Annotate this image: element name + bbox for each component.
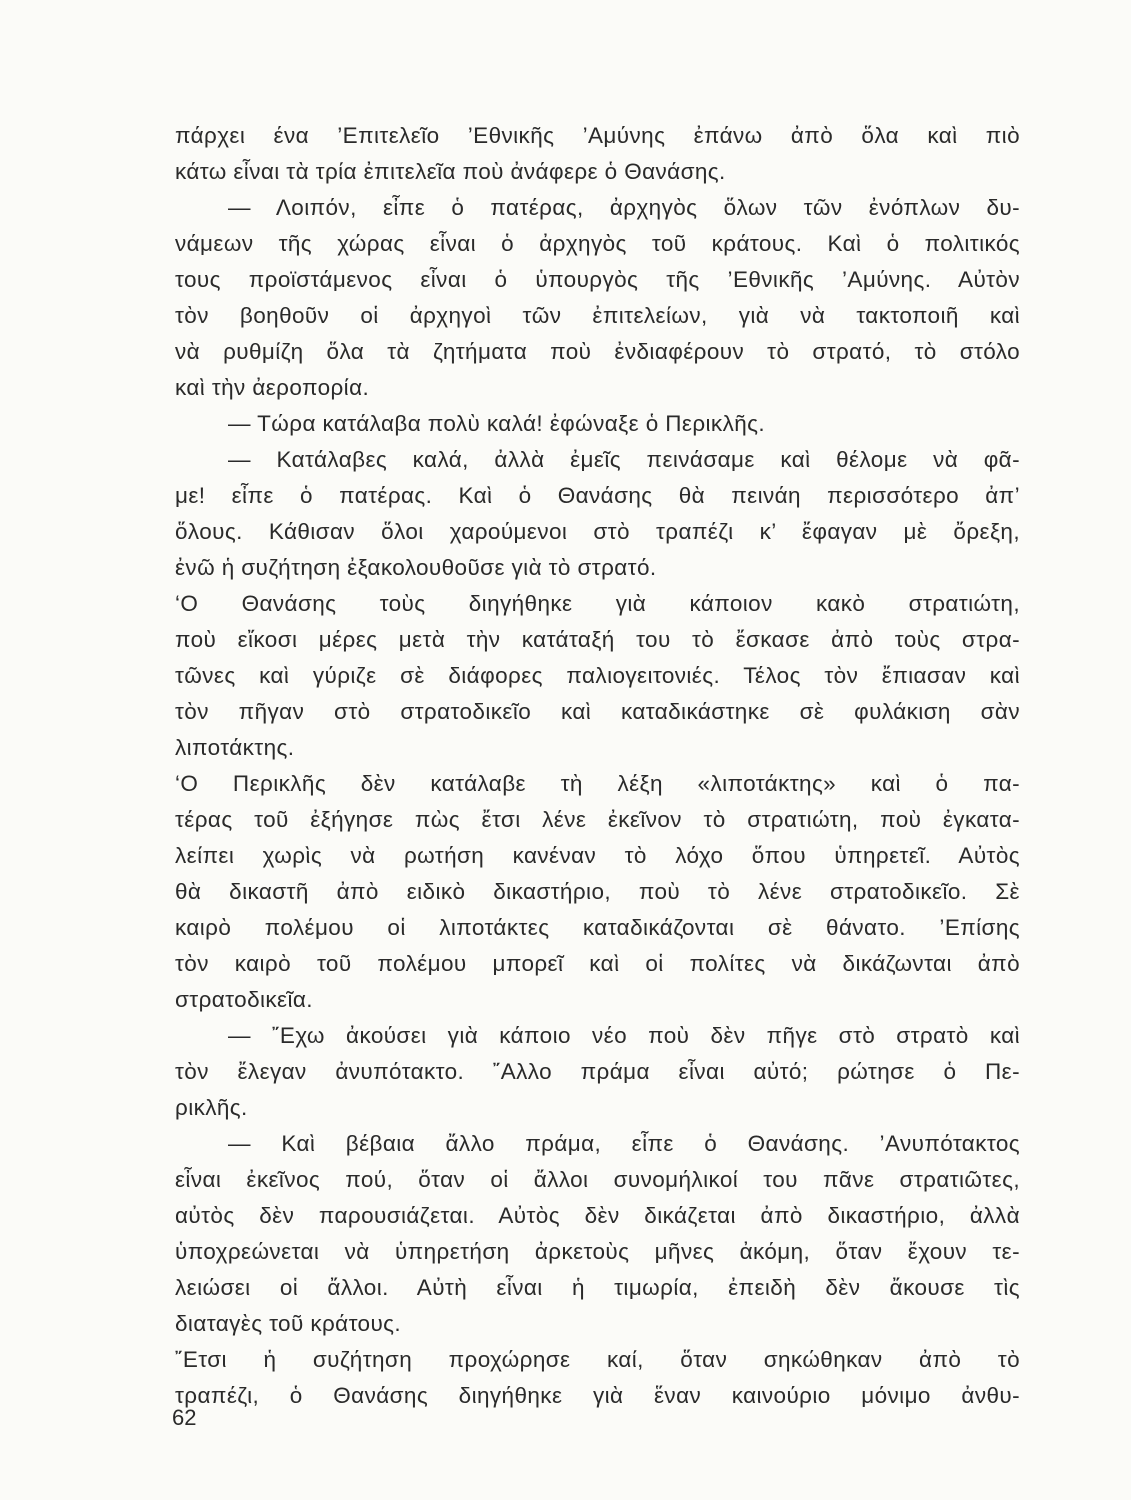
text-line: θὰ δικαστῆ ἀπὸ ειδικὸ δικαστήριο, ποὺ τὸ λένε στρατοδικεῖο. Σὲ: [175, 879, 1020, 904]
text-line: ρικλῆς.: [175, 1095, 248, 1120]
text-line: νὰ ρυθμίζη ὅλα τὰ ζητήματα ποὺ ἐνδιαφέρουν τὸ στρατό, τὸ στόλο: [175, 339, 1020, 364]
page-number: 62: [172, 1405, 197, 1430]
text-line: τὸν καιρὸ τοῦ πολέμου μπορεῖ καὶ οἱ πολίτες νὰ δικάζωνται ἀπὸ: [175, 951, 1020, 976]
text-line: λιποτάκτης.: [175, 735, 295, 760]
text-line: εἶναι ἐκεῖνος πού, ὅταν οἱ ἄλλοι συνομήλικοί του πᾶνε στρατιῶτες,: [175, 1167, 1020, 1192]
text-line: τὸν βοηθοῦν οἱ ἀρχηγοὶ τῶν ἐπιτελείων, γιὰ νὰ τακτοποιῆ καὶ: [175, 303, 1020, 328]
text-line: καιρὸ πολέμου οἱ λιποτάκτες καταδικάζονται σὲ θάνατο. ’Επίσης: [175, 915, 1020, 940]
text-line: τὸν ἔλεγαν ἀνυπότακτο. ῎Αλλο πράμα εἶναι αὐτό; ρώτησε ὁ Πε-: [175, 1059, 1020, 1084]
text-line: στρατοδικεῖα.: [175, 987, 313, 1012]
text-line: λείπει χωρὶς νὰ ρωτήση κανέναν τὸ λόχο ὅπου ὑπηρετεῖ. Αὐτὸς: [175, 843, 1020, 868]
text-line: ῎Ετσι ἡ συζήτηση προχώρησε καί, ὅταν σηκώθηκαν ἀπὸ τὸ: [175, 1347, 1020, 1372]
text-line: τους προϊστάμενος εἶναι ὁ ὑπουργὸς τῆς ’Εθνικῆς ’Αμύνης. Αὐτὸν: [175, 267, 1020, 292]
text-line: τραπέζι, ὁ Θανάσης διηγήθηκε γιὰ ἕναν καινούριο μόνιμο ἀνθυ-: [175, 1383, 1020, 1408]
text-line: ὑποχρεώνεται νὰ ὑπηρετήση ἀρκετοὺς μῆνες ἀκόμη, ὅταν ἔχουν τε-: [175, 1239, 1020, 1264]
text-line: τῶνες καὶ γύριζε σὲ διάφορες παλιογειτονιές. Τέλος τὸν ἔπιασαν καὶ: [175, 663, 1020, 688]
text-line: τέρας τοῦ ἐξήγησε πὼς ἔτσι λένε ἐκεῖνον τὸ στρατιώτη, ποὺ ἐγκατα-: [175, 807, 1020, 832]
text-line: νάμεων τῆς χώρας εἶναι ὁ ἀρχηγὸς τοῦ κράτους. Καὶ ὁ πολιτικός: [175, 231, 1020, 256]
text-line: λειώσει οἱ ἄλλοι. Αὐτὴ εἶναι ἡ τιμωρία, ἐπειδὴ δὲν ἄκουσε τὶς: [175, 1275, 1020, 1300]
text-line: καὶ τὴν ἀεροπορία.: [175, 375, 370, 400]
text-line: — Λοιπόν, εἶπε ὁ πατέρας, ἀρχηγὸς ὅλων τῶν ἐνόπλων δυ-: [228, 195, 1020, 220]
text-line: με! εἶπε ὁ πατέρας. Καὶ ὁ Θανάσης θὰ πεινάη περισσότερο ἀπ’: [175, 483, 1020, 508]
text-line: ‘Ο Περικλῆς δὲν κατάλαβε τὴ λέξη «λιποτάκτης» καὶ ὁ πα-: [175, 771, 1020, 796]
text-line: ἐνῶ ἡ συζήτηση ἐξακολουθοῦσε γιὰ τὸ στρατό.: [175, 555, 657, 580]
text-line: κάτω εἶναι τὰ τρία ἐπιτελεῖα ποὺ ἀνάφερε ὁ Θανάσης.: [175, 159, 726, 184]
text-line: — Τώρα κατάλαβα πολὺ καλά! ἐφώναξε ὁ Περικλῆς.: [228, 411, 766, 436]
body-text: [175, 118, 1020, 1414]
text-line: ποὺ εἴκοσι μέρες μετὰ τὴν κατάταξή του τὸ ἔσκασε ἀπὸ τοὺς στρα-: [175, 627, 1020, 652]
text-line: αὐτὸς δὲν παρουσιάζεται. Αὐτὸς δὲν δικάζεται ἀπὸ δικαστήριο, ἀλλὰ: [175, 1203, 1020, 1228]
text-line: — ῎Εχω ἀκούσει γιὰ κάποιο νέο ποὺ δὲν πῆγε στὸ στρατὸ καὶ: [228, 1023, 1020, 1048]
text-line: — Κατάλαβες καλά, ἀλλὰ ἐμεῖς πεινάσαμε καὶ θέλομε νὰ φᾶ-: [228, 447, 1020, 472]
text-line: ‘Ο Θανάσης τοὺς διηγήθηκε γιὰ κάποιον κακὸ στρατιώτη,: [175, 591, 1020, 616]
text-line: διαταγὲς τοῦ κράτους.: [175, 1311, 402, 1336]
text-line: τὸν πῆγαν στὸ στρατοδικεῖο καὶ καταδικάστηκε σὲ φυλάκιση σὰν: [175, 699, 1020, 724]
text-line: πάρχει ένα ’Επιτελεῖο ’Εθνικῆς ’Αμύνης ἐπάνω ἀπὸ ὅλα καὶ πιὸ: [175, 123, 1020, 148]
text-line: ὅλους. Κάθισαν ὅλοι χαρούμενοι στὸ τραπέζι κ’ ἔφαγαν μὲ ὄρεξη,: [175, 519, 1020, 544]
text-line: — Καὶ βέβαια ἄλλο πράμα, εἶπε ὁ Θανάσης. ’Ανυπότακτος: [228, 1131, 1020, 1156]
